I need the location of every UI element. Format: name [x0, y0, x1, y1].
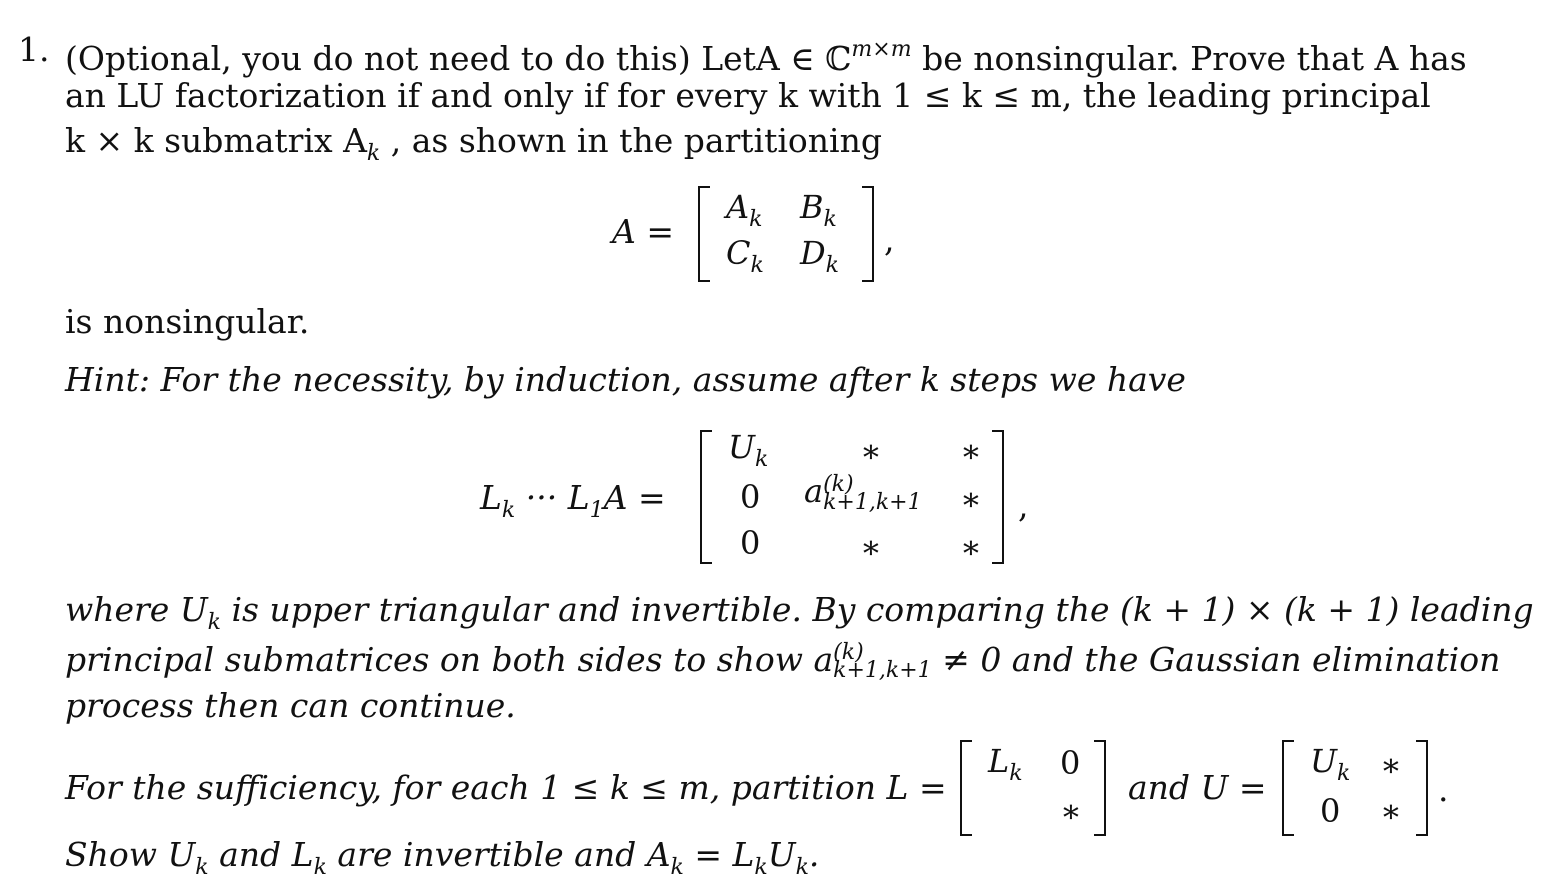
hint-line-1: Hint: For the necessity, by induction, assume after k steps we have	[65, 360, 1186, 399]
U-partition-matrix: $U_k$ ∗ 0 ∗	[1282, 740, 1432, 836]
problem-line-2: an LU factorization if and only if for every k with 1 ≤ k ≤ m, the leading principal	[65, 76, 1431, 115]
problem-line-1: (Optional, you do not need to do this) LetA ∈ ℂ$^{m\times m}$ be nonsingular. Prove that A has	[65, 37, 1467, 78]
eq1-lhs: A =	[612, 212, 674, 251]
eq1-matrix: $A_k$ $B_k$ $C_k$ $D_k$	[698, 186, 878, 282]
eq2-lhs: $L_k$ ··· $L_1A$ =	[480, 478, 666, 523]
eq1-comma: ,	[884, 220, 895, 259]
hint-line-5a: For the sufficiency, for each 1 ≤ k ≤ m, partition L =	[65, 768, 947, 807]
eq2-comma: ,	[1018, 486, 1029, 525]
eq2-matrix: $U_k$ ∗ ∗ 0 a (k) k+1,k+1 ∗ 0 ∗ ∗	[700, 430, 1010, 565]
hint-line-4: process then can continue.	[65, 686, 516, 725]
line5-period: .	[1438, 770, 1449, 809]
hint-line-2: where $U_k$ is upper triangular and invertible. By comparing the (k + 1) × (k + 1) leading	[65, 590, 1534, 635]
problem-line-3: k × k submatrix $A_k$ , as shown in the partitioning	[65, 121, 882, 166]
L-partition-matrix: $L_k$ 0 ∗	[960, 740, 1110, 836]
hint-line-3: principal submatrices on both sides to show a (k) k+1,k+1 ≠ 0 and the Gaussian elimination	[65, 640, 1501, 683]
hint-line-6: Show $U_k$ and $L_k$ are invertible and $A_k = L_kU_k$.	[65, 835, 820, 880]
problem-line-4: is nonsingular.	[65, 302, 310, 341]
problem-number: 1.	[18, 30, 50, 69]
hint-line-5b: and U =	[1128, 768, 1267, 807]
